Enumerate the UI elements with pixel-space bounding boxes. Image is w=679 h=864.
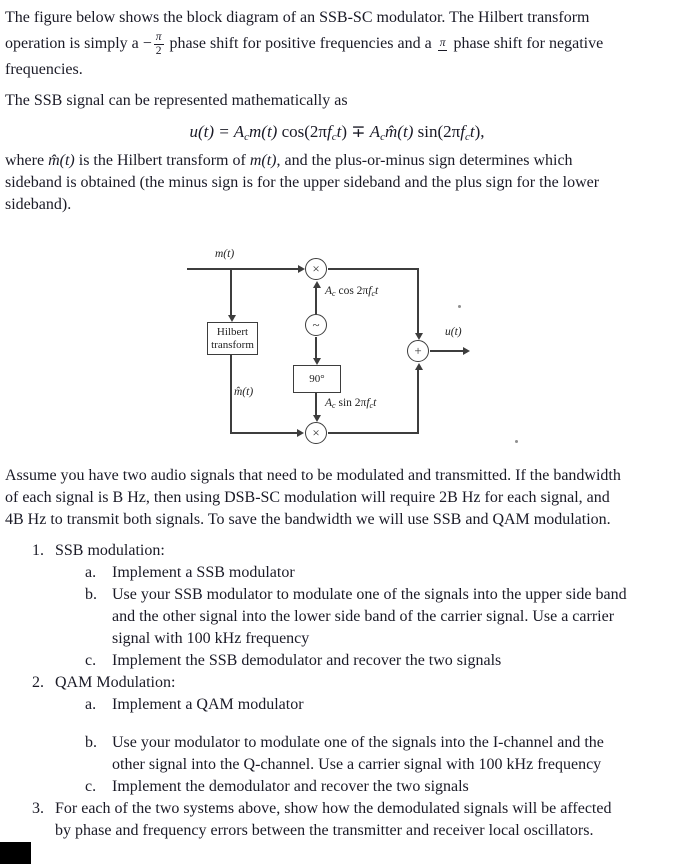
list-text: Implement the SSB demodulator and recover the two signals	[112, 652, 502, 669]
list-marker: a.	[85, 696, 97, 713]
list-marker: a.	[85, 564, 97, 581]
input-wire	[187, 268, 299, 270]
fraction-pi-over-2	[438, 37, 448, 51]
arrowhead-up-into-multiplier	[313, 281, 321, 288]
intro-line-2-seg-a: operation is simply a −	[5, 35, 152, 52]
input-signal-label: m(t)	[215, 248, 235, 260]
output-signal-label: u(t)	[445, 326, 462, 338]
explanation-line-1	[5, 150, 669, 172]
arrowhead-up-into-adder	[415, 363, 423, 370]
intro-line-2	[5, 29, 669, 59]
upper-text-block	[0, 0, 679, 216]
arrowhead-into-hilbert-box	[228, 315, 236, 322]
intro-line-3: frequencies.	[5, 61, 83, 78]
lower-text-block	[0, 465, 679, 842]
list-text: by phase and frequency errors between the transmitter and receiver local oscillators.	[55, 822, 594, 839]
phase-shift-box	[293, 365, 341, 393]
hilbert-transform-box	[207, 322, 258, 355]
arrowhead-into-bottom-multiplier	[313, 415, 321, 422]
list-text: QAM Modulation:	[55, 674, 176, 691]
list-marker	[85, 606, 112, 628]
phase-to-multiplier-wire	[315, 393, 317, 415]
list-item-3-cont	[32, 820, 669, 842]
list-text: SSB modulation:	[55, 542, 165, 559]
list-item-2b-cont	[85, 754, 669, 776]
list-text: Implement the demodulator and recover the two signals	[112, 778, 469, 795]
equation-segment: ),	[474, 122, 485, 141]
equation-segment: sin(2π	[417, 122, 461, 141]
branch-wire-to-hilbert	[230, 268, 232, 316]
list-text: signal with 100 kHz frequency	[112, 630, 310, 647]
explanation-segment: where	[5, 152, 49, 169]
list-item-2a	[85, 694, 669, 716]
equation-segment: cos(2π	[281, 122, 327, 141]
list-text: Implement a SSB modulator	[112, 564, 295, 581]
equation-segment: A	[369, 122, 381, 141]
paragraph-bandwidth	[5, 465, 669, 531]
bottom-branch-wire-horizontal	[328, 432, 419, 434]
m-inline: m(t)	[249, 152, 277, 169]
carrier-cos-label: $A_c$ $\cos 2\pi f_ct$	[325, 285, 379, 298]
hilbert-box-line-1: Hilbert	[216, 325, 249, 338]
oscillator-icon: ~	[312, 317, 320, 332]
top-multiplier-node	[305, 258, 327, 280]
equation-segment: u(t) = A	[189, 122, 245, 141]
arrowhead-output	[463, 347, 470, 355]
explanation-segment: , and the plus-or-minus sign determines which	[276, 152, 573, 169]
paragraph-sideband-explanation	[5, 150, 669, 216]
hilbert-output-wire-horizontal	[230, 432, 298, 434]
right-edge-scan-bar	[0, 842, 31, 864]
list-marker	[32, 820, 55, 842]
list-marker: c.	[85, 652, 97, 669]
list-text: Use your modulator to modulate one of the signals into the I-channel and the	[112, 734, 604, 751]
bottom-multiplier-node	[305, 422, 327, 444]
list-text: and the other signal into the lower side band of the carrier signal. Use a carrier	[112, 608, 615, 625]
paragraph-intro	[5, 7, 669, 81]
list-item-1c	[85, 650, 669, 672]
bottom-branch-wire-vertical	[417, 369, 419, 434]
list-item-2	[32, 672, 669, 694]
scan-artifact-dot	[458, 305, 461, 308]
list-marker: b.	[85, 586, 97, 603]
list-text: Use your SSB modulator to modulate one of the signals into the upper side band	[112, 586, 627, 603]
multiply-icon: ×	[312, 261, 320, 276]
list-item-1	[32, 540, 669, 562]
list-marker	[85, 754, 112, 776]
intro-line-2-seg-c: phase shift for negative	[449, 35, 604, 52]
list-item-1b-cont2	[85, 628, 669, 650]
phase-shift-label: 90°	[309, 372, 325, 385]
arrowhead-into-top-multiplier	[298, 265, 305, 273]
equation-segment: f	[326, 122, 332, 141]
mhat-inline: m̂(t)	[48, 152, 75, 169]
hilbert-output-wire-vertical	[230, 355, 232, 434]
output-wire	[430, 350, 464, 352]
list-text: For each of the two systems above, show how the demodulated signals will be affected	[55, 800, 612, 817]
mhat-signal-label: m̂(t)	[234, 386, 254, 398]
list-text: other signal into the Q-channel. Use a carrier signal with 100 kHz frequency	[112, 756, 602, 773]
list-marker: 3.	[32, 800, 44, 817]
equation-segment: t	[336, 122, 342, 141]
equation-subscript: c	[464, 131, 470, 143]
explanation-line-3: sideband).	[5, 196, 72, 213]
fraction-pi-over-2	[154, 31, 164, 57]
explanation-line-2: sideband is obtained (the minus sign is for the upper sideband and the plus sign for the lower	[5, 174, 600, 191]
list-item-1b-cont	[85, 606, 669, 628]
ssb-equation	[5, 118, 669, 146]
equation-segment: m(t)	[249, 122, 282, 141]
scan-artifact-dot	[515, 440, 518, 443]
bandwidth-line-3: 4B Hz to transmit both signals. To save the bandwidth we will use SSB and QAM modulation.	[5, 511, 611, 528]
page-break-gap	[5, 716, 669, 732]
arrowhead-down-into-adder	[415, 333, 423, 340]
ssb-modulator-block-diagram	[0, 242, 679, 454]
list-item-1a	[85, 562, 669, 584]
arrowhead-into-phase-box	[313, 358, 321, 365]
hilbert-box-line-2: transform	[211, 338, 254, 351]
multiply-icon: ×	[312, 425, 320, 440]
arrowhead-into-bottom-multiplier-left	[297, 429, 304, 437]
top-branch-wire-horizontal	[328, 268, 419, 270]
equation-segment: t	[469, 122, 475, 141]
adder-node	[407, 340, 429, 362]
list-marker	[85, 628, 112, 650]
top-branch-wire-vertical	[417, 268, 419, 333]
bandwidth-line-1: Assume you have two audio signals that need to be modulated and transmitted. If the bandwidth	[5, 467, 621, 484]
plus-icon: +	[414, 343, 422, 358]
bandwidth-line-2: of each signal is B Hz, then using DSB-SC modulation will require 2B Hz for each signal, and	[5, 489, 610, 506]
list-item-2c	[85, 776, 669, 798]
list-marker: c.	[85, 778, 97, 795]
intro-line-2-seg-b: phase shift for positive frequencies and a	[165, 35, 436, 52]
fraction-denominator: 2	[155, 45, 162, 57]
intro-line-1: The figure below shows the block diagram of an SSB-SC modulator. The Hilbert transform	[5, 9, 590, 26]
paragraph-ssb-lead-in: The SSB signal can be represented mathematically as	[5, 92, 348, 109]
equation-subscript: c	[244, 131, 249, 143]
list-item-1b	[85, 584, 669, 606]
equation-subscript: c	[331, 131, 337, 143]
equation-segment: m̂(t)	[385, 122, 418, 141]
list-marker: 1.	[32, 542, 44, 559]
carrier-sin-label: $A_c$ $\sin 2\pi f_ct$	[325, 397, 377, 410]
equation-subscript: c	[380, 131, 386, 143]
oscillator-to-multiplier-wire	[315, 287, 317, 314]
list-marker: b.	[85, 734, 97, 751]
fraction-numerator: π	[155, 30, 162, 43]
list-item-2b	[85, 732, 669, 754]
list-item-3	[32, 798, 669, 820]
task-list	[5, 540, 669, 842]
equation-segment: ) ∓	[341, 122, 370, 141]
explanation-segment: is the Hilbert transform of	[74, 152, 250, 169]
list-text: Implement a QAM modulator	[112, 696, 304, 713]
oscillator-to-phase-wire	[315, 337, 317, 359]
equation-segment: f	[460, 122, 465, 141]
oscillator-node	[305, 314, 327, 336]
list-marker: 2.	[32, 674, 44, 691]
fraction-numerator: π	[439, 36, 446, 49]
